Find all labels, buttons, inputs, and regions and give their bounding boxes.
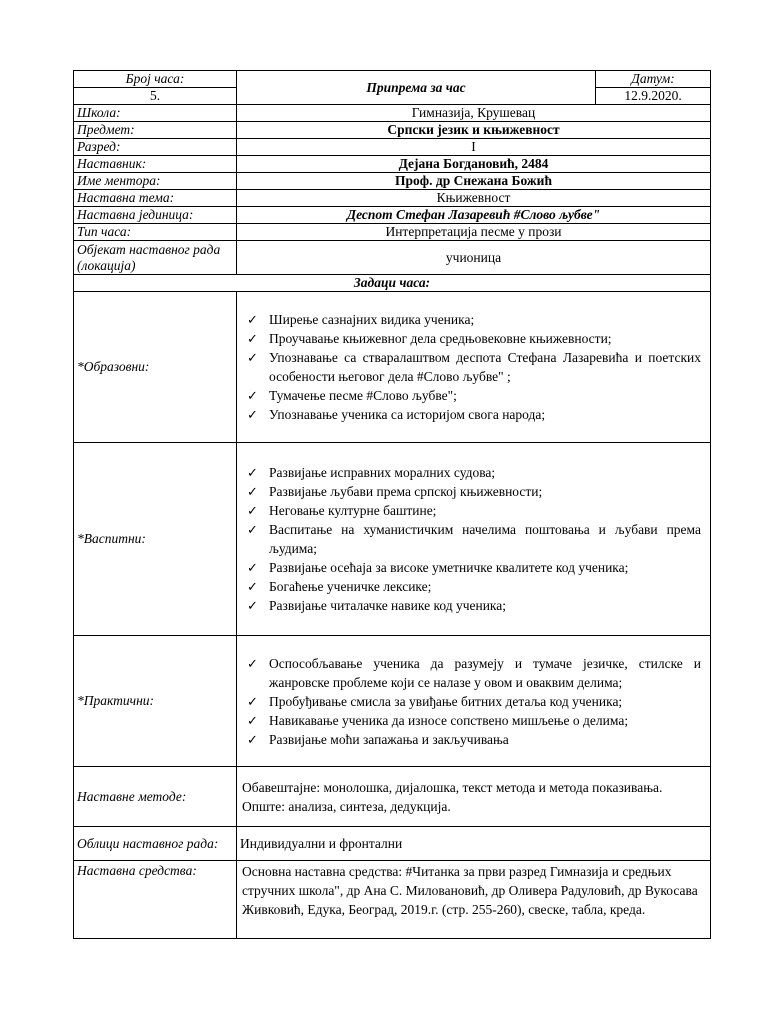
means-value: Основна наставна средства: #Читанка за први разред Гимназија и средњих стручних школа", др Ана С. Миловановић, др Оливера Радуловић, др Вукосава Живковић, Едука, Београд, 2019.г. (стр. 255-260), свеске, табла, креда. xyxy=(242,864,698,917)
check-mark-icon: ✓ xyxy=(247,579,258,594)
list-item: ✓ Навикавање ученика да износе сопствено мишљење о делима; xyxy=(247,712,629,728)
list-item: ✓ Развијање моћи запажања и закључивања xyxy=(247,731,509,747)
tasks-heading: Задаци часа: xyxy=(74,275,711,292)
location-value: учионица xyxy=(237,241,711,275)
check-mark-icon: ✓ xyxy=(247,560,258,575)
subject-value: Српски језик и књижевност xyxy=(237,122,711,139)
check-mark-icon: ✓ xyxy=(247,655,258,671)
practical-tasks-cell xyxy=(237,636,711,767)
unit-label: Наставна јединица: xyxy=(74,207,237,224)
lesson-plan-table xyxy=(73,70,711,939)
means-label: Наставна средства: xyxy=(74,861,237,939)
list-item: ✓ Неговање културне баштине; xyxy=(247,503,437,518)
teacher-label: Наставник: xyxy=(74,156,237,173)
date-value: 12.9.2020. xyxy=(596,88,711,105)
methods-cell xyxy=(237,767,711,827)
list-item: ✓ Развијање читалачке навике код ученика; xyxy=(247,598,507,613)
methods-label: Наставне методе: xyxy=(74,767,237,827)
date-label: Датум: xyxy=(596,71,711,88)
check-mark-icon: ✓ xyxy=(247,388,258,403)
lesson-type-value: Интерпретација песме у прози xyxy=(237,224,711,241)
grade-value: I xyxy=(237,139,711,156)
unit-value: Деспот Стефан Лазаревић #Слово љубве" xyxy=(237,207,711,224)
list-item: ✓ Развијање осећаја за високе уметничке квалитете код ученика; xyxy=(247,560,629,575)
check-mark-icon: ✓ xyxy=(247,312,258,327)
list-item: ✓ Васпитање на хуманистичким начелима поштовања и љубави према људима; xyxy=(247,522,701,556)
educational-tasks-cell xyxy=(237,292,711,443)
mentor-label: Име ментора: xyxy=(74,173,237,190)
educational-tasks-label: *Образовни: xyxy=(74,292,237,443)
upbringing-tasks-list xyxy=(240,463,707,615)
methods-line-2: Опште: анализа, синтеза, дедукција. xyxy=(242,798,451,814)
lesson-number-label: Број часа: xyxy=(74,71,237,88)
check-mark-icon: ✓ xyxy=(247,465,258,480)
lesson-type-label: Тип часа: xyxy=(74,224,237,241)
grade-label: Разред: xyxy=(74,139,237,156)
subject-label: Предмет: xyxy=(74,122,237,139)
check-mark-icon: ✓ xyxy=(247,693,258,709)
practical-tasks-label: *Практични: xyxy=(74,636,237,767)
check-mark-icon: ✓ xyxy=(247,350,258,365)
upbringing-tasks-cell xyxy=(237,443,711,636)
topic-label: Наставна тема: xyxy=(74,190,237,207)
forms-value: Индивидуални и фронтални xyxy=(237,827,711,861)
educational-tasks-list xyxy=(240,310,707,424)
check-mark-icon: ✓ xyxy=(247,484,258,499)
topic-value: Књижевност xyxy=(237,190,711,207)
check-mark-icon: ✓ xyxy=(247,407,258,422)
check-mark-icon: ✓ xyxy=(247,731,258,747)
means-cell xyxy=(237,861,711,939)
school-value: Гимназија, Крушевац xyxy=(237,105,711,122)
check-mark-icon: ✓ xyxy=(247,712,258,728)
check-mark-icon: ✓ xyxy=(247,331,258,346)
list-item: ✓ Проучавање књижевног дела средњовековне књижевности; xyxy=(247,331,612,346)
upbringing-tasks-label: *Васпитни: xyxy=(74,443,237,636)
list-item: ✓ Пробуђивање смисла за увиђање битних детаља код ученика; xyxy=(247,693,623,709)
forms-label: Облици наставног рада: xyxy=(74,827,237,861)
list-item: ✓ Тумачење песме #Слово љубве"; xyxy=(247,388,457,403)
practical-tasks-list xyxy=(240,654,707,749)
list-item: ✓ Упознавање са стваралаштвом деспота Стефана Лазаревића и поетских особености његовог дела #Слово љубве" ; xyxy=(247,350,701,384)
school-label: Школа: xyxy=(74,105,237,122)
mentor-value: Проф. др Снежана Божић xyxy=(237,173,711,190)
list-item: ✓ Развијање љубави према српској књижевности; xyxy=(247,484,543,499)
page-title: Припрема за час xyxy=(237,71,596,105)
check-mark-icon: ✓ xyxy=(247,503,258,518)
list-item: ✓ Упознавање ученика са историјом свога народа; xyxy=(247,407,546,422)
list-item: ✓ Ширење сазнајних видика ученика; xyxy=(247,312,475,327)
list-item: ✓ Развијање исправних моралних судова; xyxy=(247,465,496,480)
methods-line-1: Обавештајне: монолошка, дијалошка, текст метода и метода показивања. xyxy=(242,779,663,795)
check-mark-icon: ✓ xyxy=(247,522,258,537)
lesson-number-value: 5. xyxy=(74,88,237,105)
teacher-value: Дејана Богдановић, 2484 xyxy=(237,156,711,173)
list-item: ✓ Оспособљавање ученика да разумеју и тумаче језичке, стилске и жанровске проблеме који се налазе у овом и оваквим делима; xyxy=(247,655,701,690)
list-item: ✓ Богаћење ученичке лексике; xyxy=(247,579,432,594)
location-label: Објекат наставног рада (локација) xyxy=(74,241,237,275)
check-mark-icon: ✓ xyxy=(247,598,258,613)
